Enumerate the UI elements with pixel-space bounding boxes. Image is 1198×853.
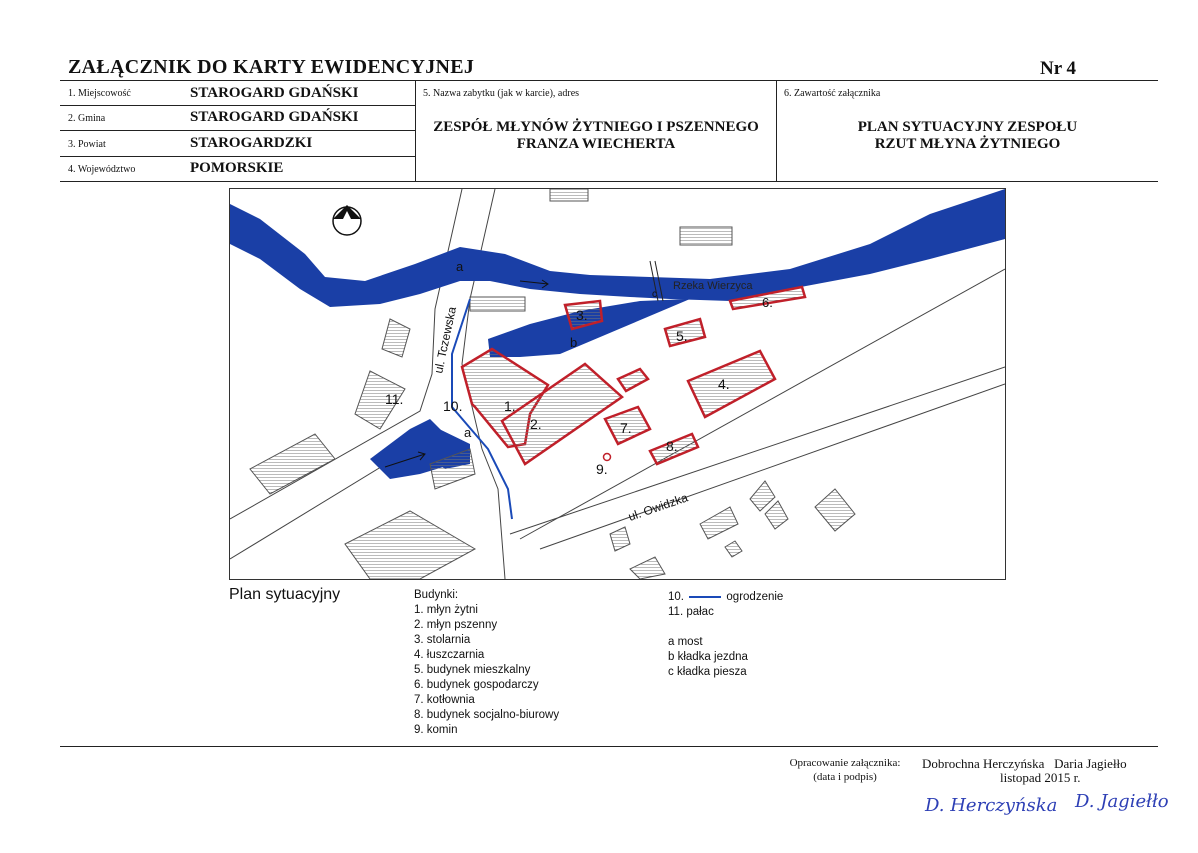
legend-item: 5. budynek mieszkalny — [414, 664, 531, 676]
legend-spacer — [668, 620, 783, 635]
legend-item: 4. łuszczarnia — [414, 649, 485, 661]
label-owidzka: ul. Owidzka — [626, 490, 690, 524]
bridge-legend-c: c kładka piesza — [668, 666, 747, 678]
fence-legend — [668, 590, 783, 605]
signature-herczynska: D. Herczyńska — [925, 795, 1058, 816]
header-rule-top — [60, 80, 1158, 81]
nazwa-line2: FRANZA WIECHERTA — [516, 136, 676, 152]
building-4 — [688, 351, 775, 417]
label-building-5: 5. — [676, 328, 688, 344]
site-plan-map — [229, 188, 1006, 580]
building-small-2 — [630, 557, 665, 579]
buildings-heading: Budynki: — [414, 589, 459, 601]
label-building-1: 1. — [504, 398, 516, 414]
label-bridge-c: c — [652, 289, 657, 300]
building-small-6 — [765, 501, 788, 529]
label-bridge-b: b — [570, 335, 578, 350]
document-title: ZAŁĄCZNIK DO KARTY EWIDENCYJNEJ — [68, 56, 475, 78]
bridge-legend-a: a most — [668, 636, 703, 648]
prepared-label: Opracowanie załącznika: — [789, 757, 901, 769]
miejscowosc-label: 1. Miejscowość — [68, 88, 131, 99]
legend-item: 8. budynek socjalno-biurowy — [414, 709, 560, 721]
date: listopad 2015 r. — [1000, 770, 1081, 785]
north-arrow-icon — [333, 205, 361, 235]
building-small-7 — [815, 489, 855, 531]
label-bridge-a-south: a — [464, 425, 472, 440]
building-small-1 — [610, 527, 630, 551]
powiat-label: 3. Powiat — [68, 139, 106, 150]
building-top-right — [680, 227, 732, 245]
gmina-label: 2. Gmina — [68, 113, 106, 124]
building-small-5 — [750, 481, 775, 511]
prepared-sublabel: (data i podpis) — [813, 771, 877, 783]
label-building-8: 8. — [666, 438, 678, 454]
fence-legend-label: ogrodzenie — [726, 591, 784, 603]
legend-item: 7. kotłownia — [414, 694, 475, 706]
label-bridge-a-north: a — [456, 259, 464, 274]
site-plan-svg — [230, 189, 1005, 579]
label-building-2: 2. — [530, 416, 542, 432]
label-river: Rzeka Wierzyca — [673, 280, 753, 292]
label-building-3: 3. — [576, 307, 588, 323]
building-small-4 — [725, 541, 742, 557]
building-west — [382, 319, 410, 357]
building-top — [550, 189, 588, 201]
fence-legend-number: 10. — [668, 591, 684, 603]
zawartosc-line2: RZUT MŁYNA ŻYTNIEGO — [874, 136, 1061, 152]
bridge-legend-b: b kładka jezdna — [668, 651, 748, 663]
signature-jagiello: D. Jagiełło — [1075, 791, 1169, 812]
label-building-6: 6. — [762, 295, 773, 310]
legend-item: 1. młyn żytni — [414, 604, 478, 616]
wojewodztwo-value: POMORSKIE — [190, 160, 284, 176]
plan-title: Plan sytuacyjny — [229, 586, 341, 603]
palace-legend: 11. pałac — [668, 606, 714, 618]
building-near-bridge — [470, 297, 525, 311]
wojewodztwo-label: 4. Województwo — [68, 164, 136, 175]
nazwa-label: 5. Nazwa zabytku (jak w karcie), adres — [423, 88, 580, 99]
label-building-7: 7. — [620, 420, 632, 436]
building-south-west — [250, 434, 335, 494]
label-building-4: 4. — [718, 376, 730, 392]
legend-item: 9. komin — [414, 724, 458, 736]
field-rule-2 — [60, 130, 415, 131]
legend-item: 6. budynek gospodarczy — [414, 679, 539, 691]
footer-rule — [60, 746, 1158, 747]
other-legend — [668, 590, 783, 680]
zawartosc-label: 6. Zawartość załącznika — [784, 88, 881, 99]
field-rule-1 — [60, 105, 415, 106]
legend-item: 3. stolarnia — [414, 634, 471, 646]
nazwa-line1: ZESPÓŁ MŁYNÓW ŻYTNIEGO I PSZENNEGO — [433, 119, 759, 135]
field-rule-3 — [60, 156, 415, 157]
gmina-value: STAROGARD GDAŃSKI — [190, 109, 359, 125]
building-small-3 — [700, 507, 738, 539]
zawartosc-line1: PLAN SYTUACYJNY ZESPOŁU — [857, 119, 1078, 135]
label-fence-10: 10. — [443, 398, 463, 414]
chimney-9 — [604, 454, 611, 461]
authors: Dobrochna Herczyńska Daria Jagiełło — [922, 756, 1127, 771]
powiat-value: STAROGARDZKI — [190, 135, 313, 151]
label-tczewska: ul. Tczewska — [431, 305, 460, 375]
building-large-south — [345, 511, 475, 579]
buildings-legend — [414, 588, 559, 738]
label-palace-11: 11. — [385, 391, 404, 407]
building-annex — [618, 369, 648, 391]
miejscowosc-value: STAROGARD GDAŃSKI — [190, 85, 359, 101]
header-rule-bottom — [60, 181, 1158, 182]
legend-item: 2. młyn pszenny — [414, 619, 498, 631]
attachment-number: Nr 4 — [1040, 58, 1077, 79]
fence-line-icon — [689, 596, 721, 598]
label-chimney-9: 9. — [596, 461, 608, 477]
